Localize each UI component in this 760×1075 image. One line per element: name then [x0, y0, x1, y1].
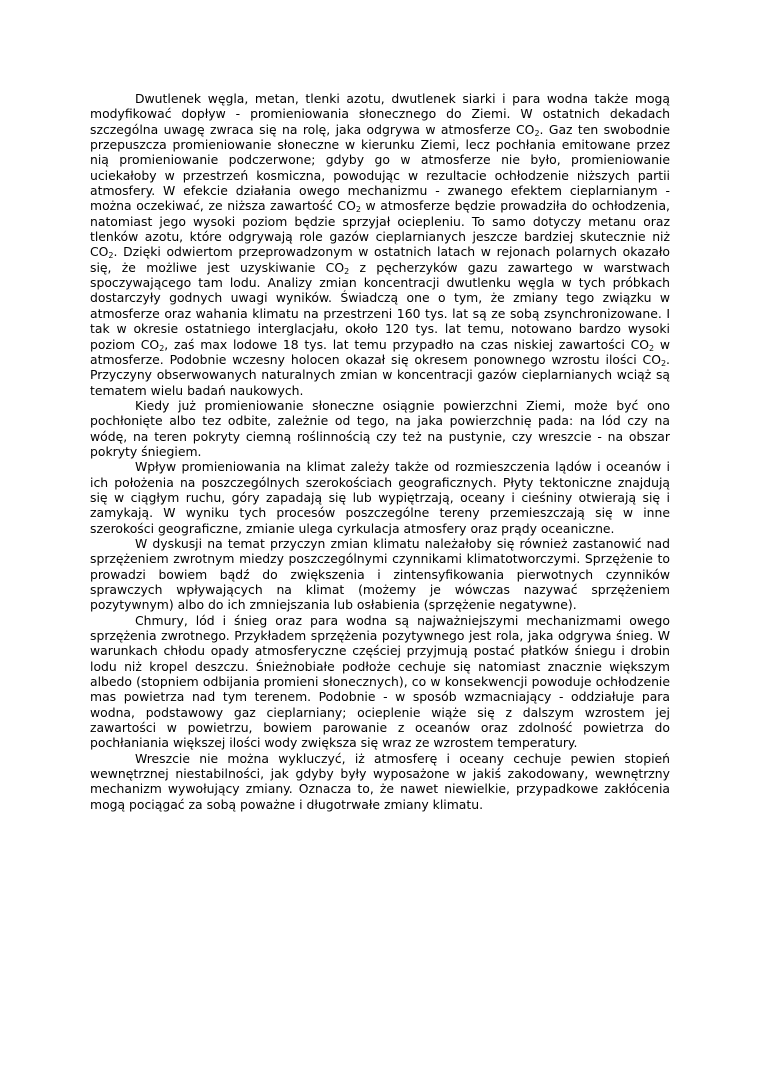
- document-page: [90, 91, 670, 812]
- paragraph-feedback-discussion: W dyskusji na temat przyczyn zmian klimatu należałoby się również zastanowić nad sprzężeniem zwrotnym miedzy poszczególnymi czynnikami klimatotworczymi. Sprzężenie to prowadzi bowiem bądź do zwiększenia i zintensyfikowania pierwotnych czynników sprawczych wpływających na klimat (możemy je wówczas nazywać sprzężeniem pozytywnym) albo do ich zmniejszania lub osłabienia (sprzężenie negatywne).: [90, 535, 670, 613]
- paragraph-internal-instability: Wreszcie nie można wykluczyć, iż atmosferę i oceany cechuje pewien stopień wewnętrznej niestabilności, jak gdyby były wyposażone w jakiś zakodowany, wewnętrzny mechanizm wywołujący zmiany. Oznacza to, że nawet niewielkie, przypadkowe zakłócenia mogą pociągać za sobą poważne i długotrwałe zmiany klimatu.: [90, 750, 670, 812]
- paragraph-surface-absorption: Kiedy już promieniowanie słoneczne osiągnie powierzchni Ziemi, może być ono pochłonięte albo tez odbite, zależnie od tego, na jaka powierzchnię pada: na lód czy na wódę, na teren pokryty ciemną roślinnością czy też na pustynie, czy wreszcie - na obszar pokryty śniegiem.: [90, 397, 670, 459]
- paragraph-feedback-mechanisms: Chmury, lód i śnieg oraz para wodna są najważniejszymi mechanizmami owego sprzężenia zwrotnego. Przykładem sprzężenia pozytywnego jest rola, jaka odgrywa śnieg. W warunkach chłodu opady atmosferyczne częściej przyjmują postać płatków śniegu i drobin lodu niż kropel deszczu. Śnieżnobiałe podłoże cechuje się natomiast znacznie większym albedo (stopniem odbijania promieni słonecznych), co w konsekwencji powoduje ochłodzenie mas powietrza nad tym terenem. Podobnie - w sposób wzmacniający - oddziałuje para wodna, podstawowy gaz cieplarniany; ocieplenie wiąże się z dalszym wzrostem jej zawartości w powietrzu, bowiem parowanie z oceanów oraz zdolność powietrza do pochłaniania większej ilości wody zwiększa się wraz ze wzrostem temperatury.: [90, 612, 670, 751]
- paragraph-land-ocean-distribution: Wpływ promieniowania na klimat zależy także od rozmieszczenia lądów i oceanów i ich położenia na poszczególnych szerokościach geograficznych. Płyty tektoniczne znajdują się w ciągłym ruchu, góry zapadają się lub wypiętrzają, oceany i cieśniny otwierają się i zamykają. W wyniku tych procesów poszczególne tereny przemieszczają się w inne szerokości geograficzne, zmianie ulega cyrkulacja atmosfery oraz prądy oceaniczne.: [90, 459, 670, 536]
- paragraph-greenhouse-gases: Dwutlenek węgla, metan, tlenki azotu, dwutlenek siarki i para wodna także mogą modyfikować dopływ - promieniowania słonecznego do Ziemi. W ostatnich dekadach szczególna uwagę zwraca się na rolę, jaka odgrywa w atmosferze $CO_2$. Gaz ten swobodnie przepuszcza promieniowanie słoneczne w kierunku Ziemi, lecz pochłania emitowane przez nią promieniowanie podczerwone; gdyby go w atmosferze nie było, promieniowanie uciekałoby w przestrzeń kosmiczna, powodując w rezultacie ochłodzenie niższych partii atmosfery. W efekcie działania owego mechanizmu - zwanego efektem cieplarnianym - można oczekiwać, ze niższa zawartość $CO_2$ w atmosferze będzie prowadziła do ochłodzenia, natomiast jego wysoki poziom będzie sprzyjał ociepleniu. To samo dotyczy metanu oraz tlenków azotu, które odgrywają role gazów cieplarnianych jeszcze bardziej skutecznie niż $CO_2$. Dzięki odwiertom przeprowadzonym w ostatnich latach w rejonach polarnych okazało się, że możliwe jest uzyskiwanie $CO_2$ z pęcherzyków gazu zawartego w warstwach spoczywającego tam lodu. Analizy zmian koncentracji dwutlenku węgla w tych próbkach dostarczyły godnych uwagi wyników. Świadczą one o tym, że zmiany tego związku w atmosferze oraz wahania klimatu na przestrzeni 160 tys. lat są ze sobą zsynchronizowane. I tak w okresie ostatniego interglacjału, około 120 tys. lat temu, notowano bardzo wysoki poziom $CO_2$, zaś max lodowe 18 tys. lat temu przypadło na czas niskiej zawartości $CO_2$ w atmosferze. Podobnie wczesny holocen okazał się okresem ponownego wzrostu ilości $CO_2$. Przyczyny obserwowanych naturalnych zmian w koncentracji gazów cieplarnianych wciąż są tematem wielu badań naukowych.: [90, 91, 671, 398]
